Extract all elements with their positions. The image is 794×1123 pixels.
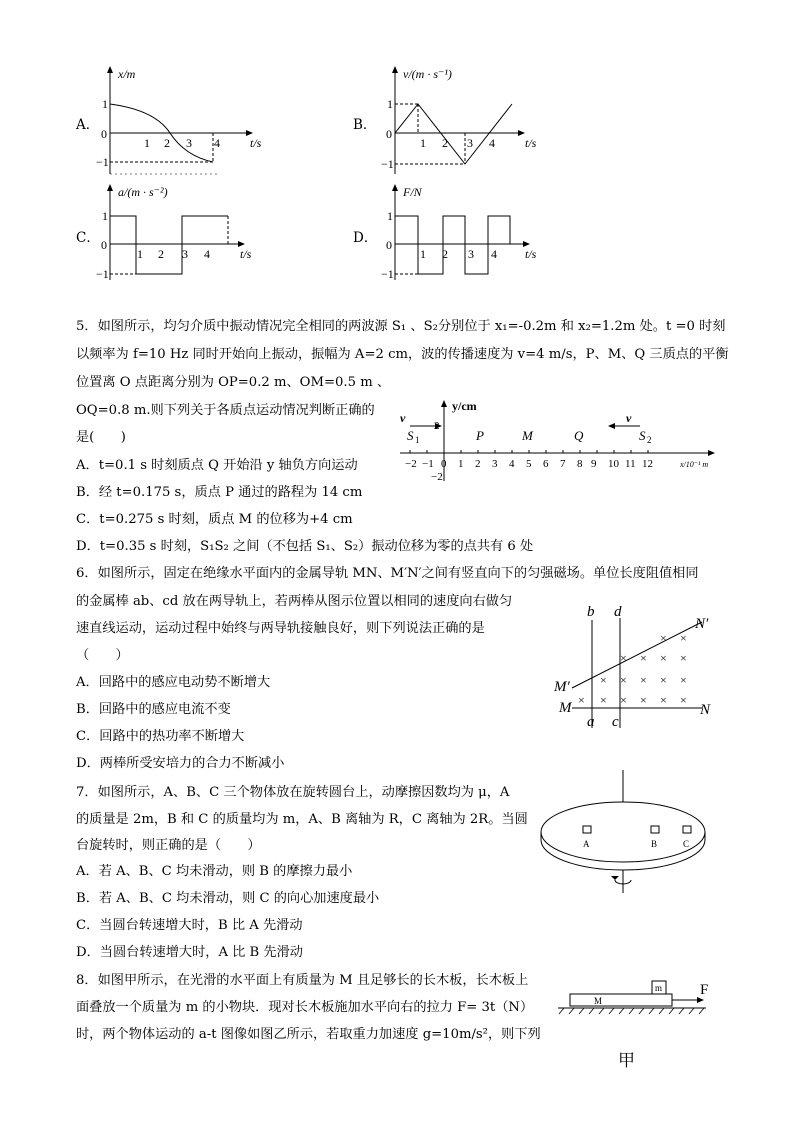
svg-text:×: ×: [660, 651, 667, 665]
svg-text:5: 5: [526, 458, 532, 470]
svg-text:×: ×: [660, 693, 667, 707]
svg-text:3: 3: [468, 247, 474, 261]
svg-text:1: 1: [102, 209, 108, 223]
option-label-c: C．: [76, 230, 100, 246]
q5-line1: 5．如图所示，均匀介质中振动情况完全相同的两波源 S₁ 、S₂分别位于 x₁=-0.2m 和 x₂=1.2m 处。t =0 时刻: [76, 319, 726, 334]
svg-text:1: 1: [415, 435, 420, 445]
svg-text:t/s: t/s: [525, 136, 537, 150]
svg-text:S: S: [639, 428, 646, 443]
svg-text:S: S: [407, 428, 414, 443]
svg-text:a/(m · s⁻²): a/(m · s⁻²): [118, 185, 168, 199]
svg-text:M: M: [522, 428, 533, 443]
svg-text:−1: −1: [96, 267, 109, 281]
q7-option-b: B．若 A、B、C 均未滑动，则 C 的向心加速度最小: [76, 891, 380, 906]
option-label-d: D．: [353, 230, 378, 246]
svg-text:x/10⁻¹ m: x/10⁻¹ m: [680, 460, 709, 469]
svg-text:×: ×: [680, 693, 687, 707]
svg-text:0: 0: [386, 127, 392, 141]
svg-text:A: A: [583, 839, 590, 849]
rotating-turntable-figure: [535, 768, 717, 898]
svg-text:v/(m · s⁻¹): v/(m · s⁻¹): [403, 67, 452, 81]
svg-text:8: 8: [577, 458, 583, 470]
graph-c: [96, 180, 270, 285]
svg-text:1: 1: [387, 209, 393, 223]
svg-text:1: 1: [458, 458, 464, 470]
svg-text:3: 3: [492, 458, 498, 470]
q5-line2: 以频率为 f=10 Hz 同时开始向上振动，振幅为 A=2 cm，波的传播速度为 v=4 m/s，P、M、Q 三质点的平衡: [76, 347, 729, 362]
q7-option-c: C．当圆台转速增大时，B 比 A 先滑动: [76, 918, 303, 933]
svg-text:×: ×: [620, 651, 627, 665]
svg-text:v: v: [626, 411, 632, 425]
svg-text:d: d: [614, 604, 622, 620]
svg-text:×: ×: [620, 673, 627, 687]
svg-text:×: ×: [640, 651, 647, 665]
svg-text:t/s: t/s: [250, 136, 262, 150]
svg-text:0: 0: [101, 238, 107, 252]
q8-line3: 时，两个物体运动的 a-t 图像如图乙所示，若取重力加速度 g=10m/s²，则下列: [76, 1027, 541, 1042]
board-block-figure: [556, 976, 716, 1071]
svg-text:B: B: [651, 839, 658, 849]
svg-text:F/N: F/N: [403, 185, 422, 199]
svg-text:2: 2: [158, 247, 164, 261]
svg-text:×: ×: [660, 631, 667, 645]
svg-text:×: ×: [640, 693, 647, 707]
svg-text:6: 6: [543, 458, 549, 470]
svg-text:×: ×: [660, 673, 667, 687]
svg-text:P: P: [476, 428, 484, 443]
svg-text:−2: −2: [431, 471, 443, 483]
svg-text:7: 7: [560, 458, 566, 470]
q6-option-d: D．两棒所受安培力的合力不断减小: [76, 756, 285, 771]
svg-text:4: 4: [204, 247, 210, 261]
svg-text:0: 0: [386, 238, 392, 252]
svg-text:C: C: [683, 839, 690, 849]
svg-text:11: 11: [625, 458, 636, 470]
q8-line2: 面叠放一个质量为 m 的小物块．现对长木板施加水平向右的拉力 F= 3t（N）: [76, 1000, 534, 1015]
svg-text:×: ×: [680, 651, 687, 665]
q6-option-c: C．回路中的热功率不断增大: [76, 729, 245, 744]
svg-text:10: 10: [608, 458, 619, 470]
svg-text:−1: −1: [96, 155, 109, 169]
graph-b: [381, 62, 560, 182]
q5-line3: 位置离 O 点距离分别为 OP=0.2 m、OM=0.5 m 、: [76, 375, 391, 390]
svg-text:−1: −1: [381, 267, 394, 281]
svg-text:1: 1: [144, 136, 150, 150]
q7-line3: 台旋转时，则正确的是（ ）: [76, 838, 261, 853]
q7-option-d: D．当圆台转速增大时，A 比 B 先滑动: [76, 945, 303, 960]
svg-text:−1: −1: [422, 458, 434, 470]
svg-text:甲: 甲: [618, 1051, 635, 1070]
svg-text:4: 4: [491, 247, 497, 261]
svg-text:0: 0: [101, 127, 107, 141]
svg-text:×: ×: [640, 673, 647, 687]
svg-text:4: 4: [214, 136, 220, 150]
svg-text:1: 1: [102, 97, 108, 111]
field-x-marks: [578, 631, 687, 707]
wave-axis-figure: [390, 396, 730, 488]
svg-text:4: 4: [509, 458, 515, 470]
svg-text:0: 0: [441, 458, 447, 470]
svg-text:t/s: t/s: [525, 247, 537, 261]
q7-line2: 的质量是 2m，B 和 C 的质量均为 m，A、B 离轴为 R，C 离轴为 2R。当圆: [76, 812, 528, 827]
graph-a: [96, 62, 270, 182]
svg-text:×: ×: [620, 693, 627, 707]
option-label-a: A．: [76, 117, 100, 133]
svg-text:F: F: [700, 982, 709, 998]
q6-line3: 速直线运动，运动过程中始终与两导轨接触良好，则下列说法正确的是: [76, 621, 485, 636]
svg-text:M: M: [559, 700, 572, 716]
svg-text:N′: N′: [695, 616, 709, 632]
svg-text:b: b: [587, 604, 595, 620]
svg-text:t/s: t/s: [240, 247, 252, 261]
svg-text:a: a: [587, 714, 595, 730]
q6-line4: （ ）: [76, 648, 129, 663]
svg-text:−1: −1: [381, 157, 394, 171]
q5-option-b: B．经 t=0.175 s，质点 P 通过的路程为 14 cm: [76, 485, 363, 500]
svg-text:×: ×: [680, 673, 687, 687]
svg-text:v: v: [400, 411, 406, 425]
svg-text:×: ×: [578, 693, 585, 707]
q5-line5: 是( ): [76, 430, 126, 445]
q6-line2: 的金属棒 ab、cd 放在两导轨上，若两棒从图示位置以相同的速度向右做匀: [76, 594, 513, 609]
svg-text:4: 4: [489, 136, 495, 150]
svg-text:2: 2: [434, 420, 440, 432]
svg-text:2: 2: [442, 136, 448, 150]
svg-text:c: c: [612, 714, 619, 730]
graph-a-ylabel: x/m: [118, 67, 136, 81]
svg-text:9: 9: [591, 458, 597, 470]
q5-line4: OQ=0.8 m.则下列关于各质点运动情况判断正确的: [76, 403, 375, 418]
svg-text:3: 3: [182, 247, 188, 261]
svg-text:2: 2: [442, 247, 448, 261]
svg-text:3: 3: [186, 136, 192, 150]
svg-text:1: 1: [420, 247, 426, 261]
svg-text:×: ×: [680, 631, 687, 645]
svg-text:M′: M′: [554, 679, 570, 695]
svg-text:2: 2: [647, 435, 652, 445]
svg-text:N: N: [700, 702, 711, 718]
svg-text:2: 2: [475, 458, 481, 470]
q5-option-a: A．t=0.1 s 时刻质点 Q 开始沿 y 轴负方向运动: [76, 458, 358, 473]
graph-d: [381, 180, 560, 285]
q6-option-b: B．回路中的感应电流不变: [76, 702, 231, 717]
svg-text:1: 1: [387, 97, 393, 111]
svg-text:12: 12: [642, 458, 653, 470]
svg-text:2: 2: [164, 136, 170, 150]
q6-line1: 6．如图所示，固定在绝缘水平面内的金属导轨 MN、M′N′之间有竖直向下的匀强磁场。单位长度阻值相同: [76, 566, 699, 581]
option-label-b: B．: [353, 117, 377, 133]
svg-text:M: M: [594, 996, 603, 1006]
svg-text:1: 1: [137, 247, 143, 261]
q5-option-c: C．t=0.275 s 时刻，质点 M 的位移为+4 cm: [76, 512, 353, 527]
svg-text:×: ×: [600, 693, 607, 707]
svg-text:m: m: [655, 983, 663, 993]
q7-line1: 7．如图所示，A、B、C 三个物体放在旋转圆台上，动摩擦因数均为 μ，A: [76, 785, 510, 800]
svg-text:×: ×: [600, 673, 607, 687]
q8-line1: 8．如图甲所示，在光滑的水平面上有质量为 M 且足够长的长木板，长木板上: [76, 973, 529, 988]
svg-text:y/cm: y/cm: [452, 399, 477, 413]
q6-option-a: A．回路中的感应电动势不断增大: [76, 675, 271, 690]
q7-option-a: A．若 A、B、C 均未滑动，则 B 的摩擦力最小: [76, 864, 353, 879]
svg-text:1: 1: [420, 136, 426, 150]
svg-text:3: 3: [467, 136, 473, 150]
q5-option-d: D．t=0.35 s 时刻，S₁S₂ 之间（不包括 S₁、S₂）振动位移为零的点共有 6 处: [76, 539, 534, 554]
rail-magnetic-field-figure: [552, 600, 732, 730]
svg-text:Q: Q: [574, 428, 584, 443]
svg-text:−2: −2: [405, 458, 417, 470]
